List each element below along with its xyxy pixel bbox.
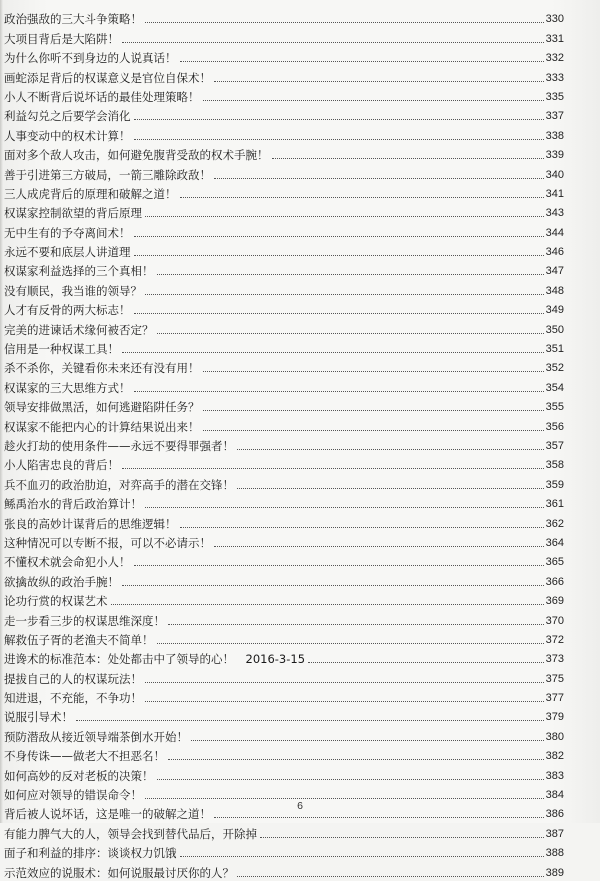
toc-dot-leader: [134, 313, 544, 314]
toc-entry: [4, 376, 564, 395]
toc-entry-title: 三人成虎背后的原理和破解之道！: [4, 186, 177, 201]
toc-entry-title: 解救伍子胥的老渔夫不简单！: [4, 632, 154, 647]
toc-entry-title: 不身传诛——做老大不担恶名！: [4, 749, 165, 764]
page-number: 6: [297, 800, 303, 812]
toc-entry: [4, 66, 564, 85]
toc-entry: [4, 396, 564, 415]
toc-entry-title: 趁火打劫的使用条件——永远不要得罪强者！: [4, 438, 234, 453]
toc-entry: [4, 512, 564, 531]
toc-entry-title: 示范效应的说服术：如何说服最讨厌你的人？: [4, 865, 234, 880]
toc-entry-title: 杀不杀你，关键看你未来还有没有用！: [4, 361, 200, 376]
toc-dot-leader: [134, 391, 544, 392]
toc-entry-page-number: 344: [545, 226, 564, 239]
toc-entry: [4, 415, 564, 434]
toc-entry: [4, 241, 564, 260]
toc-entry: [4, 124, 564, 143]
toc-entry-title: 领导安排做黑活，如何逃避陷阱任务？: [4, 400, 200, 415]
toc-dot-leader: [134, 255, 544, 256]
toc-dot-leader: [191, 740, 544, 741]
toc-entry-page-number: 369: [545, 595, 564, 608]
toc-entry-page-number: 358: [545, 459, 564, 472]
toc-dot-leader: [203, 100, 544, 101]
toc-entry-page-number: 389: [545, 866, 564, 879]
page-binding-edge: [0, 0, 3, 823]
toc-dot-leader: [145, 701, 544, 702]
toc-dot-leader: [180, 61, 544, 62]
toc-entry: [4, 590, 564, 609]
toc-dot-leader: [168, 759, 544, 760]
toc-entry-title: 人才有反骨的两大标志！: [4, 303, 131, 318]
toc-dot-leader: [180, 527, 544, 528]
toc-dot-leader: [122, 352, 544, 353]
toc-entry-page-number: 383: [545, 769, 564, 782]
toc-dot-leader: [134, 119, 544, 120]
toc-dot-leader: [134, 236, 544, 237]
toc-entry-page-number: 388: [545, 847, 564, 860]
toc-entry: [4, 473, 564, 492]
toc-entry-title: 提拔自己的人的权谋玩法！: [4, 671, 142, 686]
toc-dot-leader: [122, 585, 544, 586]
toc-entry: [4, 570, 564, 589]
toc-entry: [4, 357, 564, 376]
toc-entry-page-number: 351: [545, 343, 564, 356]
toc-entry-title: 无中生有的予夺离间术！: [4, 225, 131, 240]
toc-entry-title: 人事变动中的权术计算！: [4, 128, 131, 143]
toc-dot-leader: [203, 371, 544, 372]
toc-entry: [4, 725, 564, 744]
toc-dot-leader: [145, 507, 544, 508]
toc-entry-page-number: 380: [545, 730, 564, 743]
toc-dot-leader: [180, 197, 544, 198]
toc-entry-title: 小人不断背后说坏话的最佳处理策略！: [4, 89, 200, 104]
toc-entry: [4, 47, 564, 66]
toc-entry-title: 大项目背后是大陷阱！: [4, 31, 119, 46]
toc-dot-leader: [237, 876, 544, 877]
toc-dot-leader: [76, 720, 544, 721]
toc-dot-leader: [157, 779, 544, 780]
toc-dot-leader: [111, 604, 544, 605]
toc-entry: [4, 435, 564, 454]
toc-dot-leader: [134, 139, 544, 140]
toc-entry-page-number: 331: [545, 32, 564, 45]
toc-dot-leader: [260, 837, 544, 838]
toc-entry-title: 论功行赏的权谋艺术: [4, 594, 108, 609]
toc-entry-title: 画蛇添足背后的权谋意义是官位自保术！: [4, 70, 211, 85]
toc-entry: [4, 493, 564, 512]
toc-entry-page-number: 333: [545, 71, 564, 84]
toc-entry-title: 走一步看三步的权谋思维深度！: [4, 613, 165, 628]
toc-entry-page-number: 354: [545, 381, 564, 394]
toc-dot-leader: [122, 42, 544, 43]
toc-entry-title: 永远不要和底层人讲道理: [4, 245, 131, 260]
toc-entry-page-number: 373: [545, 653, 564, 666]
toc-entry-page-number: 365: [545, 556, 564, 569]
toc-entry-title: 张良的高妙计谋背后的思维逻辑！: [4, 516, 177, 531]
toc-entry-title: 为什么你听不到身边的人说真话！: [4, 51, 177, 66]
toc-entry-page-number: 357: [545, 439, 564, 452]
toc-entry-title: 鲧禹治水的背后政治算计！: [4, 497, 142, 512]
toc-entry-title: 如何应对领导的错误命令！: [4, 788, 142, 803]
table-of-contents: [4, 8, 564, 881]
toc-entry-title: 权谋家不能把内心的计算结果说出来！: [4, 419, 200, 434]
toc-dot-leader: [134, 565, 544, 566]
toc-entry-page-number: 366: [545, 575, 564, 588]
toc-dot-leader: [214, 178, 544, 179]
toc-entry: [4, 609, 564, 628]
toc-entry-title: 权谋家的三大思维方式！: [4, 380, 131, 395]
toc-entry-page-number: 338: [545, 129, 564, 142]
toc-entry-page-number: 361: [545, 498, 564, 511]
toc-entry: [4, 183, 564, 202]
toc-dot-leader: [214, 81, 544, 82]
toc-entry-title: 预防潜敌从接近领导端茶倒水开始！: [4, 729, 188, 744]
toc-dot-leader: [157, 274, 544, 275]
toc-entry-title: 面对多个敌人攻击，如何避免腹背受敌的权术手腕！: [4, 148, 269, 163]
toc-entry: [4, 822, 564, 841]
toc-entry: [4, 299, 564, 318]
toc-entry-title: 没有顺民，我当谁的领导？: [4, 283, 142, 298]
toc-dot-leader: [122, 468, 544, 469]
toc-entry: [4, 144, 564, 163]
toc-entry-title: 如何高妙的反对老板的决策！: [4, 768, 154, 783]
toc-entry-title: 背后被人说坏话，这是唯一的破解之道！: [4, 807, 211, 822]
toc-entry: [4, 454, 564, 473]
toc-entry-title: 不懂权术就会命犯小人！: [4, 555, 131, 570]
toc-dot-leader: [145, 798, 544, 799]
toc-dot-leader: [214, 817, 544, 818]
toc-entry: [4, 279, 564, 298]
toc-entry-page-number: 355: [545, 401, 564, 414]
toc-entry: [4, 842, 564, 861]
toc-entry: [4, 318, 564, 337]
toc-entry-title: 兵不血刃的政治肋迫，对弈高手的潜在交锋！: [4, 477, 234, 492]
toc-entry-page-number: 370: [545, 614, 564, 627]
toc-entry-title: 信用是一种权谋工具！: [4, 342, 119, 357]
toc-entry-page-number: 337: [545, 110, 564, 123]
toc-entry-page-number: 356: [545, 420, 564, 433]
toc-entry-page-number: 379: [545, 711, 564, 724]
toc-dot-leader: [145, 294, 544, 295]
toc-dot-leader: [237, 488, 544, 489]
toc-dot-leader: [203, 430, 544, 431]
toc-entry-page-number: 339: [545, 149, 564, 162]
toc-entry: [4, 745, 564, 764]
toc-entry: [4, 861, 564, 880]
toc-dot-leader: [308, 662, 544, 663]
toc-entry-page-number: 364: [545, 536, 564, 549]
toc-entry: [4, 629, 564, 648]
toc-entry-page-number: 330: [545, 13, 564, 26]
toc-entry-title: 权谋家控制欲望的背后原理: [4, 206, 142, 221]
toc-entry-page-number: 375: [545, 672, 564, 685]
toc-entry-page-number: 332: [545, 52, 564, 65]
toc-entry-page-number: 347: [545, 265, 564, 278]
toc-entry-page-number: 341: [545, 187, 564, 200]
toc-entry: [4, 86, 564, 105]
toc-dot-leader: [157, 643, 544, 644]
toc-entry: [4, 687, 564, 706]
toc-entry-title: 进谗术的标准范本：处处都击中了领导的心！ 2016-3-15: [4, 652, 306, 667]
toc-entry-page-number: 335: [545, 90, 564, 103]
toc-entry-title: 欲擒故纵的政治手腕！: [4, 574, 119, 589]
toc-entry: [4, 27, 564, 46]
toc-entry: [4, 532, 564, 551]
toc-dot-leader: [145, 682, 544, 683]
toc-entry-page-number: 377: [545, 692, 564, 705]
toc-entry-page-number: 340: [545, 168, 564, 181]
toc-entry-page-number: 382: [545, 750, 564, 763]
toc-entry: [4, 202, 564, 221]
toc-dot-leader: [180, 856, 544, 857]
toc-entry-title: 利益勾兑之后要学会消化: [4, 109, 131, 124]
toc-entry-title: 权谋家利益选择的三个真相！: [4, 264, 154, 279]
toc-entry: [4, 551, 564, 570]
toc-dot-leader: [168, 624, 544, 625]
toc-entry: [4, 667, 564, 686]
toc-dot-leader: [157, 333, 544, 334]
toc-entry: [4, 8, 564, 27]
toc-entry-page-number: 350: [545, 323, 564, 336]
toc-entry-title: 面子和利益的排序：谈谈权力饥饿: [4, 846, 177, 861]
toc-entry-title: 说服引导术！: [4, 710, 73, 725]
toc-entry-page-number: 343: [545, 207, 564, 220]
toc-entry-page-number: 362: [545, 517, 564, 530]
toc-entry: [4, 221, 564, 240]
toc-dot-leader: [145, 22, 544, 23]
toc-entry: [4, 163, 564, 182]
toc-entry: [4, 706, 564, 725]
toc-entry-title: 完美的进谏话术缘何被否定？: [4, 322, 154, 337]
toc-dot-leader: [214, 546, 544, 547]
toc-dot-leader: [272, 158, 544, 159]
toc-entry-page-number: 387: [545, 827, 564, 840]
toc-entry-page-number: 352: [545, 362, 564, 375]
toc-entry-title: 政治强敌的三大斗争策略！: [4, 12, 142, 27]
toc-entry: [4, 105, 564, 124]
toc-entry-page-number: 384: [545, 789, 564, 802]
toc-entry: [4, 260, 564, 279]
toc-entry: [4, 764, 564, 783]
toc-entry-title: 这种情况可以专断不报，可以不必请示！: [4, 535, 211, 550]
toc-entry-page-number: 359: [545, 478, 564, 491]
toc-entry-page-number: 349: [545, 304, 564, 317]
toc-entry-title: 小人陷害忠良的背后！: [4, 458, 119, 473]
toc-entry-title: 知进退，不充能，不争功！: [4, 691, 142, 706]
toc-entry-page-number: 348: [545, 284, 564, 297]
toc-entry-page-number: 346: [545, 246, 564, 259]
toc-dot-leader: [203, 410, 544, 411]
toc-dot-leader: [145, 216, 544, 217]
toc-dot-leader: [237, 449, 544, 450]
toc-entry-page-number: 372: [545, 633, 564, 646]
toc-entry-page-number: 386: [545, 808, 564, 821]
toc-entry: [4, 338, 564, 357]
toc-entry: [4, 648, 564, 667]
toc-entry-title: 有能力脾气大的人，领导会找到替代品后，开除掉: [4, 826, 257, 841]
toc-entry-title: 善于引进第三方破局，一箭三雕除政敌！: [4, 167, 211, 182]
